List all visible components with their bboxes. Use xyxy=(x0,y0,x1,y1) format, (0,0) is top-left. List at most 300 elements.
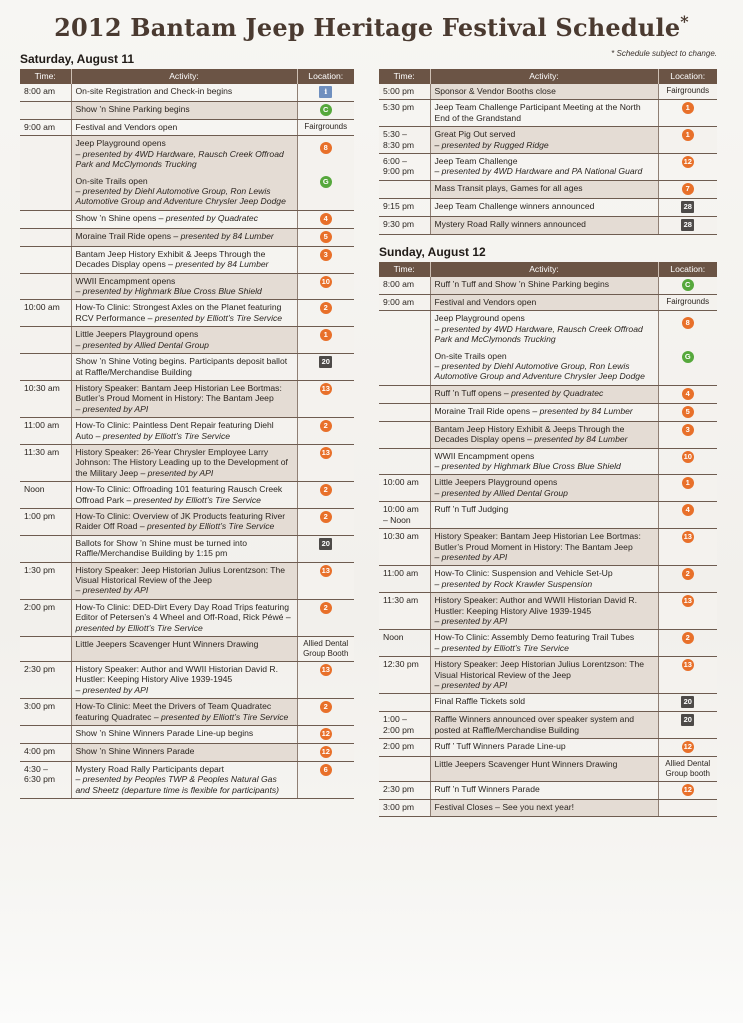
activity-entry xyxy=(435,313,654,344)
location-badge: 13 xyxy=(683,596,692,606)
activity-entry xyxy=(76,565,293,596)
row-activity xyxy=(430,630,658,657)
activity-entry xyxy=(435,279,654,289)
info-icon: i xyxy=(319,86,332,98)
location-text: Allied Dental Group booth xyxy=(665,759,711,778)
row-location xyxy=(658,277,717,295)
table-row xyxy=(379,694,717,712)
location-badge: 13 xyxy=(683,660,692,670)
location-text: Allied Dental Group Booth xyxy=(303,639,349,658)
table-row xyxy=(379,385,717,403)
table-row xyxy=(379,782,717,800)
table-row xyxy=(20,444,354,481)
row-location xyxy=(658,566,717,593)
table-row xyxy=(379,739,717,757)
activity-sponsor: – presented by API xyxy=(434,615,508,626)
row-activity xyxy=(430,757,658,782)
row-activity xyxy=(71,273,297,300)
time-column-header: Time: xyxy=(20,69,71,84)
location-badge: 20 xyxy=(319,538,332,550)
row-time xyxy=(379,757,430,782)
title-asterisk: * xyxy=(680,12,689,31)
activity-title: Show ’n Shine Parking begins xyxy=(75,104,190,114)
row-time xyxy=(20,354,71,381)
activity-title: Little Jeepers Scavenger Hunt Winners Drawing xyxy=(75,639,259,650)
row-location xyxy=(658,800,717,816)
activity-sponsor: – presented by Quadratec xyxy=(501,387,604,398)
row-time: 3:00 pm xyxy=(379,800,430,816)
row-activity xyxy=(430,712,658,739)
row-time: 9:15 pm xyxy=(379,198,430,216)
activity-title: Moraine Trail Ride opens xyxy=(434,405,531,416)
activity-title: How-To Clinic: Overview of JK Products featuring River Raider Off Road xyxy=(75,510,286,532)
activity-title: Great Pig Out served xyxy=(434,129,516,140)
location-badge: 4 xyxy=(320,213,332,225)
table-row xyxy=(379,154,717,181)
row-time: 10:00 am xyxy=(379,475,430,502)
location-badge: 13 xyxy=(321,565,330,575)
row-activity xyxy=(71,599,297,636)
row-activity xyxy=(71,562,297,599)
table-row xyxy=(20,508,354,535)
table-row xyxy=(20,637,354,662)
row-location xyxy=(658,198,717,216)
title-text: 2012 Bantam Jeep Heritage Festival Schedule xyxy=(54,13,681,42)
activity-title: Sponsor & Vendor Booths close xyxy=(434,86,556,96)
activity-entry xyxy=(76,86,293,96)
row-activity xyxy=(71,102,297,120)
row-time xyxy=(20,102,71,120)
row-activity xyxy=(430,739,658,757)
activity-sponsor: – presented by Elliott’s Tire Service xyxy=(137,521,275,532)
row-activity xyxy=(430,448,658,475)
activity-column-header: Activity: xyxy=(430,69,658,84)
row-location xyxy=(297,327,354,354)
activity-entry xyxy=(435,297,654,307)
activity-title: Raffle Winners announced over speaker system and posted at Raffle/Merchandise Building xyxy=(434,714,635,735)
row-activity xyxy=(71,637,297,662)
row-location xyxy=(297,762,354,799)
row-location xyxy=(297,508,354,535)
activity-title: Ruff ’n Tuff Judging xyxy=(434,504,509,515)
activity-entry xyxy=(76,356,293,377)
row-time: 9:00 am xyxy=(379,295,430,311)
location-badge: 1 xyxy=(682,477,694,489)
activity-title: WWII Encampment opens xyxy=(434,450,535,461)
row-location xyxy=(297,102,354,120)
row-location xyxy=(658,757,717,782)
row-activity xyxy=(71,418,297,445)
activity-entry xyxy=(435,219,654,229)
activity-title: Jeep Team Challenge Participant Meeting at the North End of the Grandstand xyxy=(434,102,641,123)
row-activity xyxy=(71,246,297,273)
row-activity xyxy=(71,300,297,327)
page-title xyxy=(0,12,743,42)
activity-title: Mystery Road Rally winners announced xyxy=(434,218,586,229)
activity-entry xyxy=(76,329,293,350)
sunday-schedule-table xyxy=(379,262,717,817)
location-badge: 13 xyxy=(321,383,330,393)
row-location xyxy=(297,482,354,509)
activity-title: Moraine Trail Ride opens xyxy=(75,230,172,241)
activity-sponsor: – presented by Elliott’s Tire Service xyxy=(434,642,569,653)
activity-sponsor: – presented by API xyxy=(434,551,508,562)
location-badge: 20 xyxy=(319,356,332,368)
table-row xyxy=(379,630,717,657)
row-activity xyxy=(71,84,297,102)
row-location xyxy=(297,300,354,327)
row-time xyxy=(379,403,430,421)
row-location xyxy=(297,228,354,246)
activity-entry xyxy=(76,746,293,756)
activity-title: On-site Registration and Check-in begins xyxy=(75,86,233,96)
row-time xyxy=(379,311,430,385)
activity-entry xyxy=(76,664,293,695)
activity-sponsor: – presented by Diehl Automotive Group, Ron Lewis Automotive Group and Adventure Chrysler Jeep Dodge xyxy=(434,361,645,382)
activity-title: History Speaker: Author and WWII Historian David R. Hustler: Keeping History Alive 1939-1945 xyxy=(434,595,638,616)
location-badge: 13 xyxy=(321,447,330,457)
activity-sponsor: – presented by Elliott’s Tire Service xyxy=(124,494,261,505)
row-time: 2:30 pm xyxy=(379,782,430,800)
table-row xyxy=(379,311,717,385)
activity-entry xyxy=(76,122,293,132)
activity-entry xyxy=(76,302,293,323)
activity-entry xyxy=(435,759,654,769)
table-row xyxy=(379,800,717,816)
table-row xyxy=(379,712,717,739)
row-activity xyxy=(430,277,658,295)
activity-entry xyxy=(435,504,654,514)
activity-entry xyxy=(435,156,654,177)
activity-sponsor: – presented by Elliott’s Tire Service xyxy=(75,612,291,633)
activity-entry xyxy=(76,538,293,559)
activity-title: Ruff ’n Tuff Winners Parade xyxy=(434,784,540,795)
table-row xyxy=(379,127,717,154)
activity-entry xyxy=(435,632,654,653)
activity-sponsor: – presented by 4WD Hardware, Rausch Creek Offroad Park and McClymonds Trucking xyxy=(75,148,284,170)
activity-title: Jeep Playground opens xyxy=(75,138,166,149)
table-row xyxy=(379,198,717,216)
activity-title: How-To Clinic: Paintless Dent Repair featuring Diehl Auto xyxy=(75,420,274,441)
schedule-note: * Schedule subject to change. xyxy=(611,49,717,58)
row-activity xyxy=(71,699,297,726)
row-location xyxy=(297,562,354,599)
activity-entry xyxy=(76,602,293,633)
activity-title: Little Jeepers Scavenger Hunt Winners Drawing xyxy=(434,759,618,770)
activity-entry xyxy=(435,129,654,150)
location-badge: 2 xyxy=(320,511,332,523)
row-time: 11:00 am xyxy=(379,566,430,593)
table-row xyxy=(20,102,354,120)
saturday-heading: Saturday, August 11 xyxy=(20,52,135,66)
location-badge: 10 xyxy=(683,451,692,461)
activity-entry xyxy=(435,102,654,123)
activity-title: How-To Clinic: Suspension and Vehicle Set-Up xyxy=(434,568,613,579)
activity-title: Show ’n Shine Winners Parade xyxy=(75,746,195,757)
row-location xyxy=(297,136,354,210)
activity-entry xyxy=(435,741,654,751)
table-row xyxy=(20,136,354,210)
activity-title: Ruff ’n Tuff opens xyxy=(434,387,502,398)
location-column-header: Location: xyxy=(658,262,717,277)
row-time: Noon xyxy=(20,482,71,509)
activity-title: Little Jeepers Playground opens xyxy=(75,329,199,340)
activity-entry xyxy=(76,484,293,505)
row-location xyxy=(297,120,354,136)
saturday-schedule-table xyxy=(20,69,354,799)
row-activity xyxy=(430,782,658,800)
location-badge: 2 xyxy=(320,701,332,713)
activity-entry xyxy=(76,383,293,414)
table-row xyxy=(20,726,354,744)
activity-title: Show ’n Shine Voting begins. Participants deposit ballot at Raffle/Merchandise Building xyxy=(75,356,288,377)
row-time: 2:00 pm xyxy=(20,599,71,636)
row-time xyxy=(20,726,71,744)
activity-title: Show ’n Shine Winners Parade Line-up begins xyxy=(75,728,254,739)
row-location xyxy=(658,448,717,475)
row-time: 9:00 am xyxy=(20,120,71,136)
activity-sponsor: – presented by 4WD Hardware and PA National Guard xyxy=(434,166,643,177)
activity-sponsor: – presented by Highmark Blue Cross Blue Shield xyxy=(434,461,621,472)
table-row xyxy=(20,535,354,562)
row-time: 5:30 – 8:30 pm xyxy=(379,127,430,154)
row-activity xyxy=(430,295,658,311)
location-badge-wrap xyxy=(302,142,351,154)
activity-title: How-To Clinic: Strongest Axles on the Planet featuring RCV Performance xyxy=(75,302,282,323)
row-time xyxy=(20,136,71,210)
activity-title: Mass Transit plays, Games for all ages xyxy=(434,182,583,193)
row-time: 4:00 pm xyxy=(20,744,71,762)
location-badge: 3 xyxy=(682,424,694,436)
activity-sponsor: – presented by Quadratec xyxy=(156,212,259,223)
activity-entry xyxy=(76,231,293,241)
sunday-heading: Sunday, August 12 xyxy=(379,245,486,259)
location-badge: 1 xyxy=(682,102,694,114)
activity-sponsor: – presented by Elliott’s Tire Service xyxy=(145,312,283,323)
activity-title: Show ’n Shine opens xyxy=(75,212,157,223)
activity-title: How-To Clinic: Meet the Drivers of Team Quadratec featuring Quadratec xyxy=(75,701,272,722)
table-row xyxy=(20,662,354,699)
activity-sponsor: – presented by Rock Krawler Suspension xyxy=(434,578,593,589)
activity-entry xyxy=(435,351,654,382)
activity-entry xyxy=(435,595,654,626)
table-row xyxy=(379,502,717,529)
location-column-header: Location: xyxy=(658,69,717,84)
activity-entry xyxy=(435,388,654,398)
activity-column-header: Activity: xyxy=(71,69,297,84)
row-activity xyxy=(430,657,658,694)
row-activity xyxy=(430,800,658,816)
row-time: 8:00 am xyxy=(20,84,71,102)
row-location xyxy=(297,354,354,381)
table-row xyxy=(379,448,717,475)
activity-title: Festival Closes – See you next year! xyxy=(434,802,574,813)
row-activity xyxy=(71,744,297,762)
activity-title: Jeep Team Challenge xyxy=(434,156,518,167)
row-time: 9:30 pm xyxy=(379,216,430,234)
activity-sponsor: – presented by 84 Lumber xyxy=(524,434,628,445)
row-location xyxy=(658,385,717,403)
activity-entry xyxy=(435,424,654,445)
row-activity xyxy=(71,327,297,354)
activity-title: History Speaker: Bantam Jeep Historian Lee Bortmas: Butler’s Proud Moment in History: The Bantam Jeep xyxy=(434,531,641,552)
activity-entry xyxy=(435,714,654,735)
activity-title: How-To Clinic: Offroading 101 featuring Rausch Creek Offroad Park xyxy=(75,484,283,505)
table-row xyxy=(379,421,717,448)
row-location xyxy=(297,418,354,445)
row-activity xyxy=(430,154,658,181)
location-badge: 12 xyxy=(683,157,692,167)
row-time: 1:30 pm xyxy=(20,562,71,599)
activity-sponsor: – presented by Allied Dental Group xyxy=(75,339,209,350)
activity-entry xyxy=(435,477,654,498)
row-time: Noon xyxy=(379,630,430,657)
row-activity xyxy=(71,380,297,417)
activity-title: Ruff ’n Tuff and Show ’n Shine Parking begins xyxy=(434,279,610,289)
table-row xyxy=(379,593,717,630)
activity-entry xyxy=(76,420,293,441)
location-badge: 2 xyxy=(682,632,694,644)
table-row xyxy=(379,403,717,421)
row-location xyxy=(297,380,354,417)
activity-title: Final Raffle Tickets sold xyxy=(434,696,526,707)
row-time xyxy=(20,228,71,246)
row-time xyxy=(379,448,430,475)
location-badge: 2 xyxy=(320,484,332,496)
location-badge: 13 xyxy=(683,532,692,542)
table-row xyxy=(20,380,354,417)
activity-entry xyxy=(435,568,654,589)
activity-entry xyxy=(76,176,293,207)
row-activity xyxy=(430,502,658,529)
row-time: 6:00 – 9:00 pm xyxy=(379,154,430,181)
location-badge: 2 xyxy=(320,302,332,314)
activity-entry xyxy=(435,406,654,416)
time-column-header: Time: xyxy=(379,69,430,84)
table-row xyxy=(20,762,354,799)
row-location xyxy=(297,744,354,762)
activity-title: How-To Clinic: Assembly Demo featuring Trail Tubes xyxy=(434,632,635,643)
row-location xyxy=(297,535,354,562)
row-time: 1:00 – 2:00 pm xyxy=(379,712,430,739)
location-badge: 5 xyxy=(682,406,694,418)
activity-sponsor: – presented by API xyxy=(75,585,149,596)
row-time xyxy=(379,385,430,403)
row-activity xyxy=(71,354,297,381)
row-time: 3:00 pm xyxy=(20,699,71,726)
row-activity xyxy=(430,180,658,198)
row-location xyxy=(658,403,717,421)
row-time: 5:00 pm xyxy=(379,84,430,100)
table-row xyxy=(20,418,354,445)
table-row xyxy=(20,562,354,599)
row-activity xyxy=(430,198,658,216)
row-location xyxy=(658,100,717,127)
table-row xyxy=(379,757,717,782)
activity-sponsor: – presented by Rugged Ridge xyxy=(434,139,549,150)
row-activity xyxy=(71,444,297,481)
row-location xyxy=(658,311,717,385)
table-row xyxy=(379,566,717,593)
table-row xyxy=(379,277,717,295)
row-time xyxy=(379,421,430,448)
activity-title: How-To Clinic: DED-Dirt Every Day Road Trips featuring Editor of Petersen’s 4 Wheel and Off-Road, Rick Péwé xyxy=(75,601,289,623)
activity-title: On-site Trails open xyxy=(434,350,507,361)
table-row xyxy=(20,482,354,509)
activity-entry xyxy=(76,104,293,114)
location-badge: 2 xyxy=(320,602,332,614)
activity-title: Bantam Jeep History Exhibit & Jeeps Through the Decades Display opens xyxy=(75,248,266,270)
activity-sponsor: – presented by Elliott’s Tire Service xyxy=(151,711,289,722)
row-time: 10:30 am xyxy=(20,380,71,417)
row-location xyxy=(658,180,717,198)
location-badge-wrap xyxy=(663,317,714,329)
table-row xyxy=(20,699,354,726)
row-time xyxy=(20,210,71,228)
row-location xyxy=(297,662,354,699)
location-badge: 12 xyxy=(683,785,692,795)
location-badge: 20 xyxy=(681,714,694,726)
activity-entry xyxy=(435,183,654,193)
location-badge: 13 xyxy=(321,665,330,675)
table-row xyxy=(20,599,354,636)
row-time xyxy=(379,180,430,198)
row-activity xyxy=(71,136,297,210)
row-time xyxy=(20,246,71,273)
row-time: 10:30 am xyxy=(379,529,430,566)
row-location xyxy=(658,127,717,154)
activity-sponsor: – presented by API xyxy=(75,684,149,695)
activity-sponsor: – presented by API xyxy=(138,467,214,478)
activity-entry xyxy=(76,447,293,478)
activity-entry xyxy=(435,201,654,211)
row-time: 11:00 am xyxy=(20,418,71,445)
row-location xyxy=(658,739,717,757)
row-time: 11:30 am xyxy=(379,593,430,630)
table-row xyxy=(379,475,717,502)
row-activity xyxy=(430,566,658,593)
row-location xyxy=(658,694,717,712)
table-row xyxy=(379,216,717,234)
location-badge: 2 xyxy=(320,420,332,432)
row-activity xyxy=(430,475,658,502)
row-activity xyxy=(430,529,658,566)
row-location xyxy=(658,421,717,448)
activity-title: History Speaker: Jeep Historian Julius Lorentzson: The Visual Historical Review of the Jeep xyxy=(75,564,286,585)
activity-entry xyxy=(76,701,293,722)
row-activity xyxy=(71,762,297,799)
row-location xyxy=(658,712,717,739)
row-time: 2:30 pm xyxy=(20,662,71,699)
row-time xyxy=(20,637,71,662)
row-location xyxy=(658,295,717,311)
row-time: 4:30 – 6:30 pm xyxy=(20,762,71,799)
activity-title: History Speaker: Jeep Historian Julius Lorentzson: The Visual Historical Review of the Jeep xyxy=(434,659,645,680)
activity-entry xyxy=(76,639,293,649)
activity-sponsor: – presented by API xyxy=(434,679,508,690)
location-badge: 7 xyxy=(682,183,694,195)
activity-sponsor: – presented by 84 Lumber xyxy=(530,405,633,416)
row-activity xyxy=(430,84,658,100)
row-location xyxy=(658,657,717,694)
activity-entry xyxy=(435,451,654,472)
table-row xyxy=(20,354,354,381)
activity-sponsor: – presented by Diehl Automotive Group, Ron Lewis Automotive Group and Adventure Chrysler Jeep Dodge xyxy=(75,186,286,207)
table-row xyxy=(20,120,354,136)
activity-title: Jeep Team Challenge winners announced xyxy=(434,200,595,211)
activity-entry xyxy=(76,276,293,297)
row-location xyxy=(658,84,717,100)
